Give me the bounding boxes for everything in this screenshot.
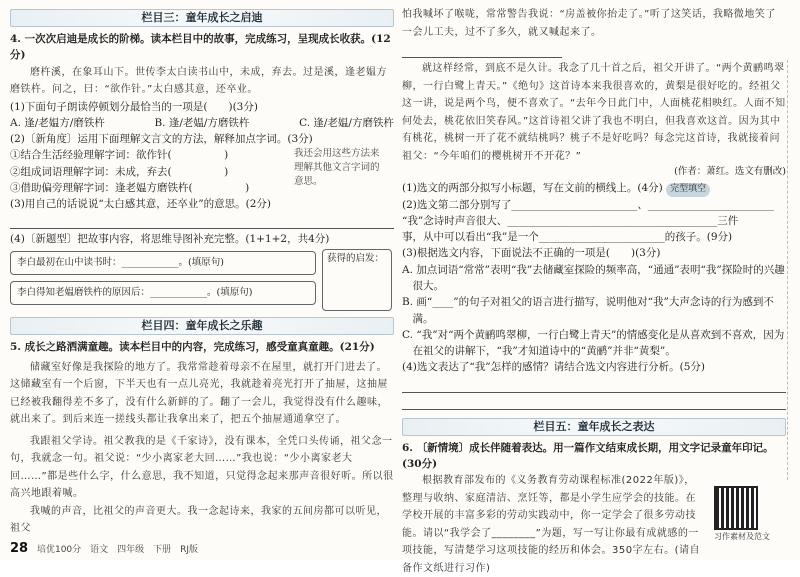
q5-passage-4: 就这样经常，到底不是久计。我念了几十首之后，祖父开讲了。“两个黄鹂鸣翠柳，一行白鹭上青天。”《绝句》这首诗本来我很喜欢的，黄梨是很好吃的。经祖父这一讲，说是两个鸟，便不喜欢了。“去年今日此门中，人面桃花相映红。人面不知何处去，桃花依旧笑春风。”这首诗祖父讲了我也不明白，但我喜欢这首。因为其中有桃花，桃树一开了花不就结桃吗？桃子不是好吃吗？每念完这首诗，我就接着问祖父：“今年咱们的樱桃树开不开花？” xyxy=(402,63,786,162)
q5-sub2c[interactable]: 事，从中可以看出“我”是一个________________________的孩子。(9分) xyxy=(402,231,733,244)
q5-option-a[interactable]: A. 加点词语“常常”表明“我”去储藏室探险的频率高，“通通”表明“我”探险时的兴趣很大。 xyxy=(402,263,785,292)
option-c[interactable]: C. 逢/老媪/方磨铁杵 xyxy=(299,116,394,129)
q5-stem: 5. 成长之路洒满童趣。读本栏目中的内容，完成练习，感受童真童趣。(21分) xyxy=(10,340,375,353)
q6-stem: 6. 〔新情境〕成长伴随着表达。用一篇作文结束成长期，用文字记录童年印记。(30分) xyxy=(402,441,774,470)
q4-method-3[interactable]: ③借助偏旁理解字词：逢老媪方磨铁杵( ) xyxy=(10,181,250,194)
section-banner-5: 栏目五：童年成长之表达 xyxy=(402,418,786,436)
book-info: 培优100分 语文 四年级 下册 RJ版 xyxy=(36,545,199,555)
page-edge xyxy=(787,60,800,480)
q5-passage-cont: 怕我喊坏了喉咙，常常警告我说：“房盖被你抬走了。”听了这笑话，我略微地笑了一会儿工夫，过不了多久，就又喊起来了。 xyxy=(402,9,776,38)
subtitle-line[interactable] xyxy=(402,43,562,58)
q5-sub3: (3)根据选文内容，下面说法不正确的一项是( )(3分) xyxy=(402,247,661,260)
study-tip-note: 我还会用这些方法来理解其他文言字词的意思。 xyxy=(294,148,380,187)
q4-passage: 磨杵溪，在象耳山下。世传李太白读书山中，未成，弃去。过是溪，逢老媪方磨铁杵。问之，曰：“欲作针。”太白感其意，还卒业。 xyxy=(10,66,387,96)
mindmap-box-2[interactable]: 李白得知老媪磨铁杵的原因后：____________。(填原句) xyxy=(10,281,316,305)
q4-method-1[interactable]: ①结合生活经验理解字词：欲作针( ) xyxy=(10,149,229,162)
answer-line-1[interactable] xyxy=(402,378,786,393)
insight-label: 获得的启发： xyxy=(327,252,385,264)
left-column xyxy=(10,6,394,538)
q4-stem: 4. 一次次启迪是成长的阶梯。读本栏目中的故事，完成练习，呈现成长收获。(12分) xyxy=(10,33,391,62)
qr-caption: 习作素材及范文 xyxy=(714,532,770,541)
q4-sub4: (4)〔新题型〕把故事内容，将思维导图补充完整。(1+1+2，共4分) xyxy=(10,233,330,246)
option-a[interactable]: A. 逢/老媪方/磨铁杵 xyxy=(10,116,105,129)
q5-sub4: (4)选文表达了“我”怎样的感情？请结合选文内容进行分析。(5分) xyxy=(402,361,705,374)
q5-passage-1: 储藏室好像是我探险的地方了。我常常趁着母亲不在屋里，就打开门进去了。这储藏室有一个后窗，下半天也有一点儿亮光，我就趁着亮光打开了抽屉，这抽屉已经被我翻得差不多了，没有什么新鲜的了。翻了一会儿，我觉得没有什么趣味，就出来了。到后来连一搓线头都让我拿出来了，把五个抽屉通通拿空了。 xyxy=(10,361,388,426)
section-banner-4: 栏目四：童年成长之乐趣 xyxy=(10,317,394,335)
mindmap-box-1[interactable]: 李白最初在山中读书时：____________。(填原句) xyxy=(10,251,316,275)
q5-passage-2: 我跟祖父学诗。祖父教我的是《千家诗》，没有课本，全凭口头传诵，祖父念一句，我就念一句。祖父说：“少小离家老大回……”我也说：“少小离家老大回……”都是些什么字，什么意思，我不知道，只觉得念起来那声音很好听。所以很高兴地跟着喊。 xyxy=(10,435,394,500)
tip-badge: 完型填空 xyxy=(666,183,710,197)
option-b[interactable]: B. 逢/老媪/方磨铁杵 xyxy=(154,116,250,129)
q5-sub2a[interactable]: (2)选文第二部分别写了________________________、________________________ xyxy=(402,198,774,211)
q5-option-b[interactable]: B. 画“____”的句子对祖父的语言进行描写，说明他对“我”大声念诗的行为感到不满。 xyxy=(402,296,774,325)
q4-sub2: (2)〔新角度〕运用下面理解文言文的方法，解释加点字词。(3分) xyxy=(10,133,313,146)
q4-sub1: (1)下面句子朗读停顿划分最恰当的一项是( )(3分) xyxy=(10,100,258,113)
page-number: 28 xyxy=(10,541,29,556)
q5-sub2b[interactable]: “我”念诗时声音很大、________________________________________三件 xyxy=(402,214,739,227)
q5-passage-3: 我喊的声音，比祖父的声音更大。我一念起诗来，我家的五间房都可以听见，祖父 xyxy=(10,505,387,535)
q4-options xyxy=(10,115,394,131)
q6-prompt: 根据教育部发布的《义务教育劳动课程标准(2022年版)》，整理与收纳、家庭清洁、烹饪等，都是小学生应学会的技能。在学校开展的丰富多彩的劳动实践动中，你一定学会了很多劳动技能。请以“我学会了________”为题，写一写让你最有成就感的一项技能，写清楚学习这项技能的经历和体会。350字左右。(请自备作文纸进行习作) xyxy=(402,475,700,574)
q5-sub1: (1)选文的两部分拟写小标题，写在文前的横线上。(4分) 完型填空 xyxy=(402,180,786,197)
q4-sub3: (3)用自己的话说说“太白感其意，还卒业”的意思。(2分) xyxy=(10,198,271,211)
page-footer xyxy=(10,541,198,556)
section-banner-3: 栏目三：童年成长之启迪 xyxy=(10,9,394,27)
qr-code-icon[interactable] xyxy=(714,486,758,530)
passage-author: (作者：萧红。选文有删改) xyxy=(674,166,786,177)
answer-line[interactable] xyxy=(10,214,394,229)
mindmap-insight-box[interactable] xyxy=(322,249,392,311)
q4-method-2[interactable]: ②组成词语理解字词：未成，弃去( ) xyxy=(10,165,229,178)
q5-option-c[interactable]: C. “我”对“两个黄鹂鸣翠柳，一行白鹭上青天”的情感变化是从喜欢到不喜欢，因为在祖父的讲解下，“我”才知道诗中的“黄鹂”并非“黄梨”。 xyxy=(402,328,785,358)
answer-line-2[interactable] xyxy=(402,395,786,410)
